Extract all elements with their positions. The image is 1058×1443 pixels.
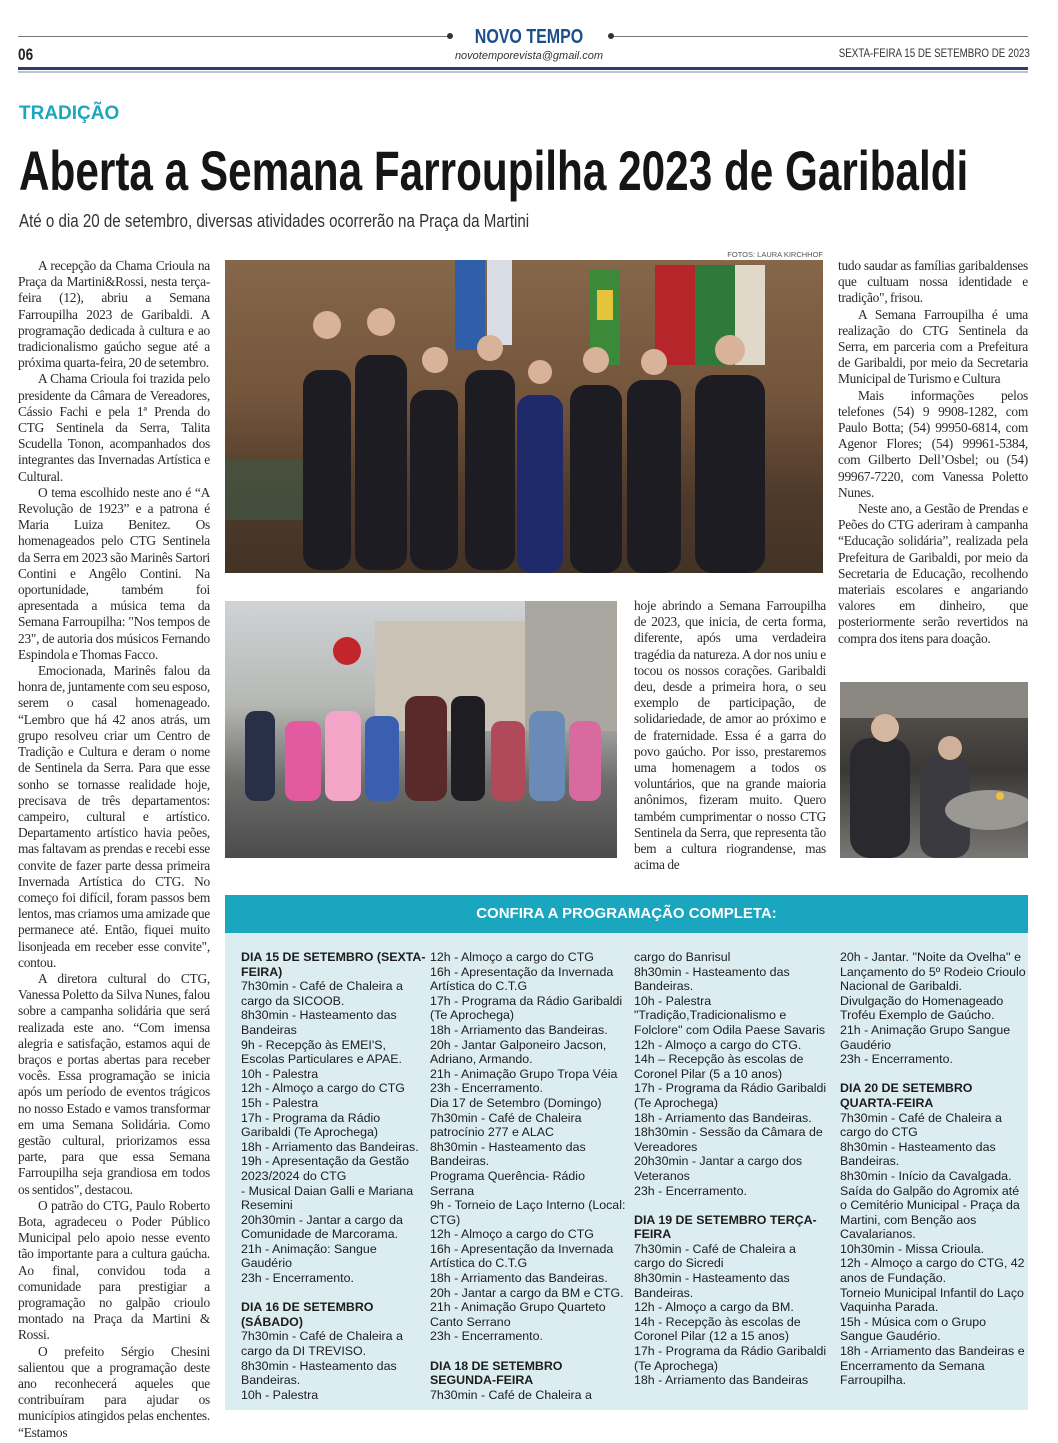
photo-group-on-stage-illustration bbox=[225, 260, 823, 573]
paragraph: Emocionada, Marinês falou da honra de, juntamente com seu esposo, serem o casal homenageado. “Lembro que há 42 anos atrás, um grupo resolveu criar um Centro de Tradição e Cultura e deram o nome de Sentinela da Serra. Para que esse sonho se tornasse realidade hoje, precisava de três departamentos: campeiro, cultural e artístico. Departamento artístico havia peões, mas faltavam as prendas e recebi esse convite de fazer parte dessa primeira Invernada Artística do CTG. No começo foi difícil, foram passos bem lentos, mas criamos uma amizade que permanece até. Então, fiquei muito lisonjeada em receber esse convite", contou. bbox=[18, 663, 210, 970]
schedule-item: 18h - Arriamento das Bandeiras. bbox=[430, 1271, 608, 1286]
paragraph: Mais informações pelos telefones (54) 9 9908-1282, com Paulo Botta; (54) 99950-6814, com Agenor Flores; (54) 99961-5384, com Gilberto Dell’Osbel; ou (54) 99967-7220, com Vanessa Poletto Nunes. bbox=[838, 387, 1028, 500]
schedule-item: 12h - Almoço a cargo da BM. bbox=[634, 1300, 794, 1315]
schedule-item: 23h - Encerramento. bbox=[241, 1271, 354, 1286]
schedule-item: 7h30min - Café de Chaleira a cargo da DI TREVISO. bbox=[241, 1329, 403, 1359]
schedule-item: 18h - Arriamento das Bandeiras bbox=[634, 1373, 809, 1388]
schedule-item: 7h30min - Café de Chaleira a cargo da SICOOB. bbox=[241, 979, 403, 1008]
article-column-middle bbox=[634, 598, 826, 873]
schedule-item: 10h - Palestra "Tradição,Tradicionalismo e Folclore" com Odila Paese Savaris bbox=[634, 993, 826, 1037]
schedule-title: CONFIRA A PROGRAMAÇÃO COMPLETA: bbox=[225, 895, 1028, 933]
schedule-item: Torneio Municipal Infantil do Laço Vaquinha Parada. bbox=[840, 1285, 1024, 1315]
schedule-item: 21h - Animação: Sangue Gaudério bbox=[241, 1241, 377, 1271]
schedule-item: 9h - Recepção às EMEI'S, Escolas Particulares e APAE. bbox=[241, 1037, 402, 1067]
schedule-item: 10h - Palestra bbox=[241, 1387, 319, 1402]
schedule-item: 14h - Recepção às escolas de Coronel Pilar (12 a 15 anos) bbox=[634, 1314, 801, 1344]
schedule-item: 17h - Programa da Rádio Garibaldi (Te Aprochega) bbox=[241, 1110, 381, 1140]
header-divider-light bbox=[18, 71, 1028, 73]
schedule-item: 9h - Torneio de Laço Interno (Local: CTG) bbox=[430, 1198, 626, 1227]
schedule-item: 8h30min - Hasteamento das Bandeiras. bbox=[430, 1139, 586, 1169]
schedule-box bbox=[225, 895, 1028, 1410]
paragraph: A Chama Crioula foi trazida pelo presidente da Câmara de Vereadores, Cássio Fachi e pela 1ª Prenda do CTG Sentinela da Serra, Talita Scudella Tonon, acompanhados dos integrantes das Invernadas Artística e Cultural. bbox=[18, 371, 210, 484]
schedule-day-heading: DIA 16 DE SETEMBRO (SÁBADO) bbox=[241, 1300, 374, 1329]
schedule-item: 7h30min - Café de Chaleira a cargo do CTG bbox=[840, 1110, 1002, 1140]
masthead: NOVO TEMPO bbox=[474, 26, 584, 48]
schedule-item: - Musical Daian Galli e Mariana Resemini bbox=[241, 1183, 414, 1213]
subtitle: Até o dia 20 de setembro, diversas atividades ocorrerão na Praça da Martini bbox=[19, 211, 530, 231]
schedule-item: cargo do Banrisul bbox=[634, 950, 731, 964]
schedule-item: 8h30min - Início da Cavalgada. Saída do Galpão do Agromix até o Cemitério Municipal - Praça da Martini, com Benção aos Cavalarianos. bbox=[840, 1168, 1020, 1242]
schedule-item: 20h - Jantar. ''Noite da Ovelha'' e Lançamento do 5º Rodeio Crioulo Nacional de Garibaldi. bbox=[840, 950, 1026, 994]
schedule-item: 21h - Animação Grupo Tropa Véia bbox=[430, 1066, 618, 1081]
schedule-column bbox=[840, 950, 1026, 1388]
paragraph: A diretora cultural do CTG, Vanessa Poletto da Silva Nunes, falou sobre a campanha solidária que será realizada este ano. “Com imensa alegria e satisfação, estamos aqui de braços e portas abertas para receber vocês. Essa programação se inicia após um período de eventos trágicos no nosso Estado e vamos transformar em uma Semana Solidária. Como gestão cultural, priorizamos essa parte, para que essa Semana Farroupilha seja grandiosa em todos os sentidos", destacou. bbox=[18, 970, 210, 1197]
paragraph: Neste ano, a Gestão de Prendas e Peões do CTG aderiram à campanha “Educação solidária”, realizada pela Prefeitura de Garibaldi, por meio da Secretaria de Educação, recolhendo materiais escolares e angariando valores em dinheiro, que posteriormente serão revertidos na compra dos itens para doação. bbox=[838, 501, 1028, 646]
schedule-item: 18h - Arriamento das Bandeiras. bbox=[430, 1022, 608, 1037]
schedule-item: 17h - Programa da Rádio Garibaldi (Te Aprochega) bbox=[634, 1344, 827, 1373]
schedule-item: 15h - Música com o Grupo Sangue Gaudério. bbox=[840, 1314, 986, 1344]
paragraph: A Semana Farroupilha é uma realização do CTG Sentinela da Serra, em parceria com a Prefeitura de Garibaldi, por meio da Secretaria Municipal de Turismo e Cultura bbox=[838, 306, 1028, 387]
schedule-item: 16h - Apresentação da Invernada Artística do C.T.G bbox=[430, 964, 614, 994]
schedule-item: 12h - Almoço a cargo do CTG, 42 anos de Fundação. bbox=[840, 1256, 1025, 1286]
photo-prendas-street bbox=[225, 601, 617, 858]
schedule-item: 7h30min - Café de Chaleira a bbox=[430, 1387, 592, 1402]
photo-lighting-flame bbox=[840, 682, 1028, 858]
schedule-item: 8h30min - Hasteamento das Bandeiras. bbox=[634, 964, 790, 994]
schedule-item: 8h30min - Hasteamento das Bandeiras bbox=[241, 1008, 397, 1037]
schedule-item: Dia 17 de Setembro (Domingo) bbox=[430, 1095, 602, 1110]
schedule-item: 18h30min - Sessão da Câmara de Vereadores bbox=[634, 1125, 823, 1154]
schedule-item: 12h - Almoço a cargo do CTG bbox=[241, 1081, 405, 1096]
schedule-column bbox=[430, 950, 628, 1402]
schedule-item: 21h - Animação Grupo Quarteto Canto Serrano bbox=[430, 1300, 606, 1329]
schedule-item: Programa Querência- Rádio Serrana bbox=[430, 1168, 585, 1198]
schedule-item: 18h - Arriamento das Bandeiras. bbox=[241, 1139, 419, 1154]
schedule-day-heading: DIA 19 DE SETEMBRO TERÇA-FEIRA bbox=[634, 1212, 817, 1242]
schedule-item: 12h - Almoço a cargo do CTG bbox=[430, 1227, 594, 1242]
photo-prendas-street-illustration bbox=[225, 601, 617, 858]
schedule-item: 12h - Almoço a cargo do CTG. bbox=[634, 1037, 802, 1052]
issue-date: SEXTA-FEIRA 15 DE SETEMBRO DE 2023 bbox=[838, 48, 1030, 60]
schedule-item: 17h - Programa da Rádio Garibaldi (Te Aprochega) bbox=[430, 993, 623, 1023]
photo-credit: FOTOS: LAURA KIRCHHOF bbox=[727, 250, 823, 259]
schedule-item: 8h30min - Hasteamento das Bandeiras. bbox=[241, 1358, 397, 1388]
paragraph: tudo saudar as famílias garibaldenses que cultuam nossa identidade e tradição", frisou. bbox=[838, 258, 1028, 306]
schedule-item: 23h - Encerramento. bbox=[430, 1329, 543, 1344]
schedule-item: 10h - Palestra bbox=[241, 1066, 319, 1081]
schedule-day-heading: DIA 15 DE SETEMBRO (SEXTA-FEIRA) bbox=[241, 950, 426, 979]
photo-group-on-stage bbox=[225, 260, 823, 573]
schedule-item: 20h30min - Jantar a cargo da Comunidade de Marcorama. bbox=[241, 1212, 403, 1242]
schedule-item: 21h - Animação Grupo Sangue Gaudério bbox=[840, 1022, 1011, 1052]
paragraph: O tema escolhido neste ano é “A Revolução de 1923” e a patrona é Maria Luiza Benitez. Os homenageados pelo CTG Sentinela da Serra em 2023 são Marinês Sartori Contini e Angêlo Contini. Na oportunidade, também foi apresentada a música tema da Semana Farroupilha: "Nos tempos de 23", de autoria dos músicos Fernando Espindola e Thomas Facco. bbox=[18, 484, 210, 662]
headline: Aberta a Semana Farroupilha 2023 de Garibaldi bbox=[19, 139, 969, 202]
schedule-item: 7h30min - Café de Chaleira patrocínio 277 e ALAC bbox=[430, 1110, 582, 1140]
schedule-column bbox=[241, 950, 427, 1402]
schedule-item: 20h30min - Jantar a cargo dos Veteranos bbox=[634, 1154, 803, 1183]
schedule-item: 12h - Almoço a cargo do CTG bbox=[430, 950, 594, 964]
schedule-item: 23h - Encerramento. bbox=[634, 1183, 747, 1198]
schedule-item: 17h - Programa da Rádio Garibaldi (Te Aprochega) bbox=[634, 1081, 827, 1110]
article-column-left bbox=[18, 258, 210, 1441]
schedule-day-heading: DIA 20 DE SETEMBRO QUARTA-FEIRA bbox=[840, 1081, 973, 1110]
schedule-day-heading: DIA 18 DE SETEMBRO SEGUNDA-FEIRA bbox=[430, 1358, 563, 1388]
article-column-right bbox=[838, 258, 1028, 647]
schedule-item: 16h - Apresentação da Invernada Artística do C.T.G bbox=[430, 1241, 614, 1271]
photo-lighting-flame-illustration bbox=[840, 682, 1028, 858]
page-number: 06 bbox=[18, 45, 34, 64]
header-divider bbox=[18, 67, 1028, 70]
masthead-email: novotemporevista@gmail.com bbox=[454, 50, 604, 62]
paragraph: O patrão do CTG, Paulo Roberto Bota, agradeceu o Poder Público Municipal pelo apoio nesse evento tão importante para a cultura gaúcha. Ao final, convidou toda a comunidade para prestigiar a programação no galpão crioulo montado na Praça da Martini & Rossi. bbox=[18, 1197, 210, 1343]
schedule-item: 10h30min - Missa Crioula. bbox=[840, 1241, 984, 1256]
schedule-item: 15h - Palestra bbox=[241, 1095, 319, 1110]
schedule-item: 20h - Jantar a cargo da BM e CTG. bbox=[430, 1285, 624, 1300]
schedule-item: 18h - Arriamento das Bandeiras e Encerramento da Semana Farroupilha. bbox=[840, 1344, 1025, 1388]
schedule-item: Divulgação do Homenageado Troféu Exemplo de Gaúcho. bbox=[840, 993, 1004, 1023]
schedule-item: 7h30min - Café de Chaleira a cargo do Sicredi bbox=[634, 1241, 796, 1271]
section-kicker: TRADIÇÃO bbox=[19, 103, 120, 124]
schedule-item: 18h - Arriamento das Bandeiras. bbox=[634, 1110, 812, 1125]
schedule-column bbox=[634, 950, 830, 1388]
schedule-item: 23h - Encerramento. bbox=[840, 1052, 953, 1067]
schedule-item: 20h - Jantar Galponeiro Jacson, Adriano, Armando. bbox=[430, 1037, 607, 1067]
paragraph: A recepção da Chama Crioula na Praça da Martini&Rossi, nesta terça-feira (12), abriu a Semana Farroupilha 2023 de Garibaldi. A programação dedicada à cultura e ao tradicionalismo gaúcho segue até a próxima quarta-feira, 20 de setembro. bbox=[18, 258, 210, 371]
schedule-item: 8h30min - Hasteamento das Bandeiras. bbox=[634, 1271, 790, 1300]
paragraph: hoje abrindo a Semana Farroupilha de 2023, que inicia, de certa forma, diferente, após uma verdadeira tragédia da natureza. A dor nos uniu e tocou os nossos corações. Garibaldi deu, desde a primeira hora, o seu exemplo de participação, de solidariedade, de amor ao próximo e de fraternidade. Essa é a garra do povo gaúcho. Por isso, prestaremos uma homenagem a todos os voluntários, que na grande maioria anônimos, fizeram muito. Quero também cumprimentar o nosso CTG Sentinela da Serra, que representa tão bem a cultura riograndense, mas acima de bbox=[634, 598, 826, 873]
schedule-item: 14h – Recepção às escolas de Coronel Pilar (5 a 10 anos) bbox=[634, 1052, 804, 1081]
schedule-item: 23h - Encerramento. bbox=[430, 1081, 543, 1096]
schedule-item: 19h - Apresentação da Gestão 2023/2024 do CTG bbox=[241, 1154, 410, 1183]
schedule-item: 8h30min - Hasteamento das Bandeiras. bbox=[840, 1139, 996, 1169]
paragraph: O prefeito Sérgio Chesini salientou que a programação deste ano reconhecerá aqueles que contribuíram para ajudar os municípios atingidos pelas enchentes. “Estamos bbox=[18, 1343, 210, 1440]
